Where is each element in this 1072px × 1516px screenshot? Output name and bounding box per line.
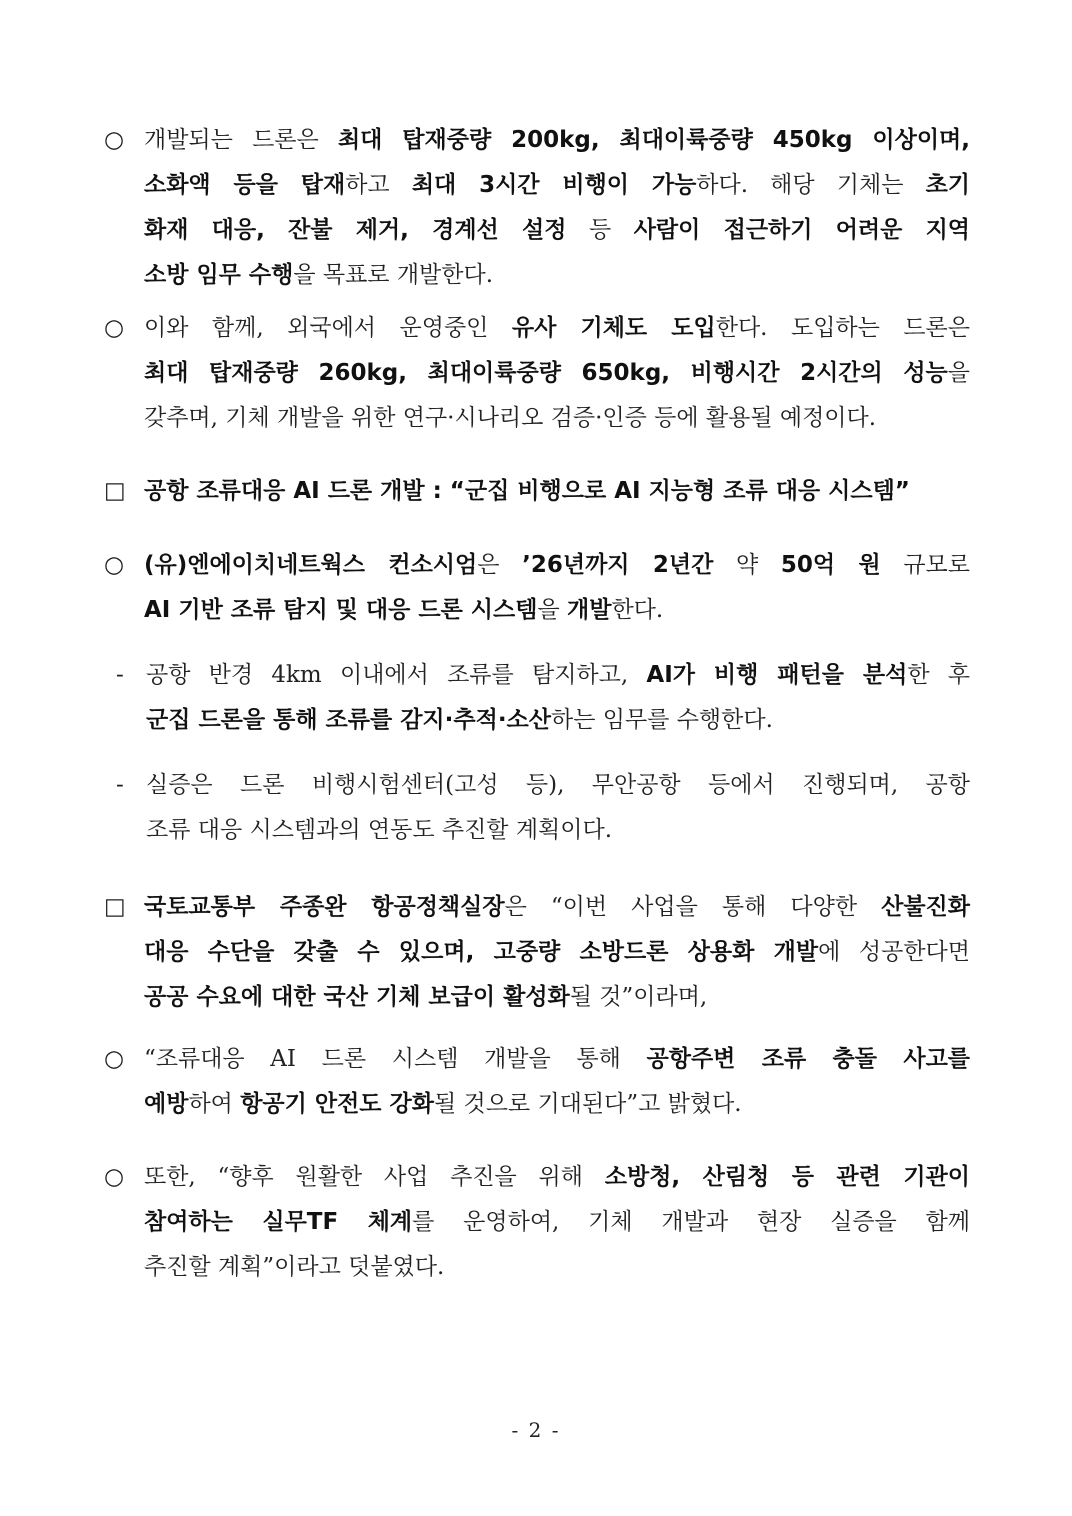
text-line — [104, 396, 970, 441]
text-line — [104, 1155, 970, 1200]
circle-bullet-icon: ○ — [104, 315, 125, 341]
dash-bullet: - — [116, 662, 124, 688]
emphasis-text: 공항주변 조류 충돌 사고를 — [646, 1046, 971, 1072]
body-text: 은 “이번 사업을 통해 다양한 — [504, 894, 882, 920]
body-text: 에 성공한다면 — [818, 939, 970, 965]
circle-bullet-icon: ○ — [104, 1046, 125, 1072]
body-text: 등 — [566, 217, 634, 243]
text-line — [104, 653, 970, 698]
text-line — [104, 975, 970, 1020]
paragraph-demonstration-sites — [104, 763, 970, 853]
text-line — [104, 1200, 970, 1245]
text-line — [104, 588, 970, 633]
paragraph-firefighting-drone-spec — [104, 118, 970, 298]
body-text: 한 후 — [907, 662, 971, 688]
emphasis-text: 예방 — [144, 1091, 189, 1117]
dash-bullet: - — [116, 772, 124, 798]
emphasis-text: 공공 수요에 대한 국산 기체 보급이 활성화 — [144, 984, 570, 1010]
text-line — [104, 208, 970, 253]
body-text: 한다. 도입하는 드론은 — [715, 315, 970, 341]
body-text: 공항 반경 4km 이내에서 조류를 탐지하고, — [146, 662, 647, 688]
body-text: 규모로 — [880, 552, 970, 578]
emphasis-text: 군집 드론을 통해 조류를 감지·추적·소산 — [146, 707, 551, 733]
emphasis-text: (유)엔에이치네트웍스 컨소시엄 — [144, 552, 478, 578]
text-line — [104, 543, 970, 588]
text-line — [104, 351, 970, 396]
body-text: 될 것으로 기대된다”고 밝혔다. — [433, 1091, 742, 1117]
emphasis-text: 사람이 접근하기 어려운 지역 — [633, 217, 971, 243]
emphasis-text: 최대 3시간 비행이 가능 — [411, 172, 697, 198]
text-line — [104, 1245, 970, 1290]
body-text: 개발되는 드론은 — [144, 127, 338, 153]
emphasis-text: 50억 원 — [780, 552, 881, 578]
body-text: 한다. — [611, 597, 664, 623]
body-text: 추진할 계획”이라고 덧붙였다. — [144, 1254, 445, 1280]
body-text: 을 목표로 개발한다. — [293, 262, 494, 288]
text-line — [104, 1082, 970, 1127]
text-line — [104, 1037, 970, 1082]
text-line — [104, 253, 970, 298]
text-line — [104, 763, 970, 808]
body-text: 하여 — [188, 1091, 241, 1117]
circle-bullet-icon: ○ — [104, 552, 125, 578]
text-line — [104, 698, 970, 743]
emphasis-text: ’26년까지 2년간 — [522, 552, 714, 578]
text-line — [104, 306, 970, 351]
emphasis-text: 대응 수단을 갖출 수 있으며, 고중량 소방드론 상용화 개발 — [144, 939, 819, 965]
body-text: 를 운영하여, 기체 개발과 현장 실증을 함께 — [412, 1209, 970, 1235]
emphasis-text: 개발 — [567, 597, 612, 623]
body-text: 하고 — [345, 172, 412, 198]
text-line — [104, 885, 970, 930]
paragraph-quote-bird-collision — [104, 1037, 970, 1127]
body-text: 이와 함께, 외국에서 운영중인 — [144, 315, 512, 341]
emphasis-text: 소방 임무 수행 — [144, 262, 294, 288]
page-number: - 2 - — [511, 1418, 561, 1442]
emphasis-text: 산불진화 — [881, 894, 970, 920]
emphasis-text: AI 기반 조류 탐지 및 대응 드론 시스템 — [144, 597, 538, 623]
emphasis-text: 참여하는 실무TF 체계 — [144, 1209, 413, 1235]
text-line — [104, 469, 970, 514]
body-text: 갖추며, 기체 개발을 위한 연구·시나리오 검증·인증 등에 활용될 예정이다. — [144, 405, 877, 431]
text-line — [104, 118, 970, 163]
body-text: 하는 임무를 수행한다. — [551, 707, 773, 733]
emphasis-text: 국토교통부 주종완 항공정책실장 — [144, 894, 505, 920]
circle-bullet-icon: ○ — [104, 127, 125, 153]
paragraph-quote-tf-system — [104, 1155, 970, 1290]
body-text: 약 — [713, 552, 781, 578]
text-line — [104, 163, 970, 208]
text-line — [104, 930, 970, 975]
body-text: 은 — [477, 552, 523, 578]
emphasis-text: 공항 조류대응 AI 드론 개발 : “군집 비행으로 AI 지능형 조류 대응 시스템” — [144, 478, 910, 504]
emphasis-text: 화재 대응, 잔불 제거, 경계선 설정 — [144, 217, 567, 243]
emphasis-text: 최대 탑재중량 260kg, 최대이륙중량 650kg, 비행시간 2시간의 성능 — [144, 360, 948, 386]
emphasis-text: 항공기 안전도 강화 — [240, 1091, 434, 1117]
paragraph-detection-mission — [104, 653, 970, 743]
section-heading-bird-strike-ai-drone — [104, 469, 970, 514]
paragraph-consortium-development — [104, 543, 970, 633]
body-text: 실증은 드론 비행시험센터(고성 등), 무안공항 등에서 진행되며, 공항 — [146, 772, 970, 798]
emphasis-text: AI가 비행 패턴을 분석 — [646, 662, 908, 688]
body-text: 을 — [947, 360, 970, 386]
emphasis-text: 소화액 등을 탑재 — [144, 172, 346, 198]
text-line — [104, 808, 970, 853]
body-text: 조류 대응 시스템과의 연동도 추진할 계획이다. — [146, 817, 613, 843]
checkbox-bullet-icon: □ — [104, 894, 126, 920]
body-text: 또한, “향후 원활한 사업 추진을 위해 — [144, 1164, 605, 1190]
emphasis-text: 초기 — [925, 172, 970, 198]
body-text: 될 것”이라며, — [569, 984, 708, 1010]
circle-bullet-icon: ○ — [104, 1164, 125, 1190]
emphasis-text: 유사 기체도 도입 — [511, 315, 716, 341]
section-quote-policy-director — [104, 885, 970, 1020]
checkbox-bullet-icon: □ — [104, 478, 126, 504]
body-text: 하다. 해당 기체는 — [696, 172, 926, 198]
body-text: 을 — [537, 597, 567, 623]
emphasis-text: 최대 탑재중량 200kg, 최대이륙중량 450kg 이상이며, — [337, 127, 970, 153]
paragraph-foreign-drone-import — [104, 306, 970, 441]
body-text: “조류대응 AI 드론 시스템 개발을 통해 — [144, 1046, 647, 1072]
emphasis-text: 소방청, 산림청 등 관련 기관이 — [604, 1164, 970, 1190]
